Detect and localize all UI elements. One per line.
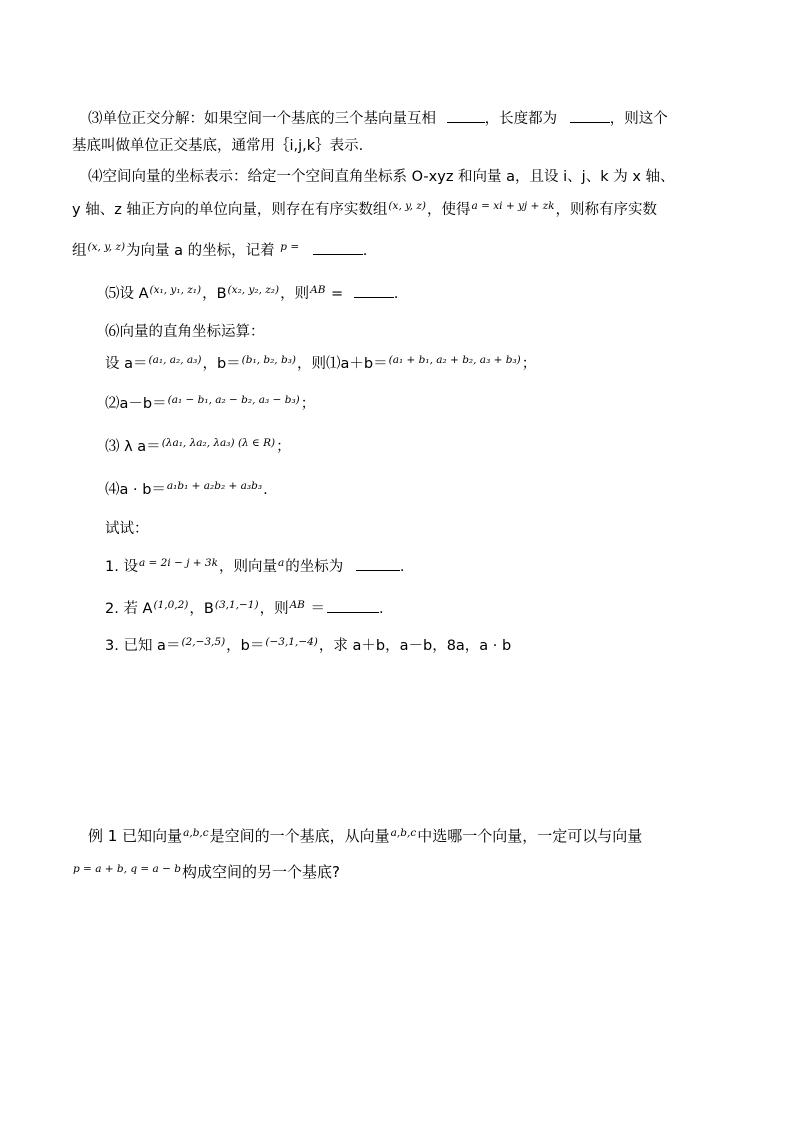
s5-lead: ⑸设 A bbox=[105, 286, 149, 302]
q1-tail: 的坐标为 bbox=[285, 559, 344, 575]
s3-blank-1[interactable] bbox=[447, 107, 485, 123]
example-abc: a,b,c bbox=[183, 827, 209, 839]
s3-lead: ⑶单位正交分解：如果空间一个基底的三个基向量互相 bbox=[88, 111, 436, 127]
q2-B: (3,1,−1) bbox=[214, 599, 259, 611]
s6-dot: a₁b₁ + a₂b₂ + a₃b₃ bbox=[166, 480, 263, 492]
q3-a: (2,−3,5) bbox=[181, 636, 226, 648]
example-tail: 中选哪一个向量，一定可以与向量 bbox=[417, 827, 643, 845]
q1-blank[interactable] bbox=[356, 555, 400, 571]
q3-lead: 3. 已知 a＝ bbox=[105, 638, 181, 654]
s6-scal-line bbox=[105, 437, 291, 459]
s3-tail: ，则这个 bbox=[609, 111, 668, 127]
example-abc-2: a,b,c bbox=[390, 827, 417, 839]
s6-semi-1: ； bbox=[521, 356, 537, 372]
s6-sum: (a₁ + b₁, a₂ + b₂, a₃ + b₃) bbox=[388, 354, 521, 366]
s6-semi-3: ； bbox=[276, 439, 291, 455]
q1-eq: a = 2i − j + 3k bbox=[138, 557, 218, 569]
s6-b: (b₁, b₂, b₃) bbox=[241, 354, 297, 366]
s6-diff-lead: ⑵a－b＝ bbox=[105, 396, 167, 412]
s6-scal: (λa₁, λa₂, λa₃) (λ ∈ R) bbox=[161, 437, 276, 449]
s5-then: ，则 bbox=[280, 286, 310, 302]
s4-line3-lead: 组 bbox=[72, 243, 87, 259]
s6-dot-line bbox=[105, 480, 268, 502]
s4-period: . bbox=[362, 243, 368, 259]
s4-xyz: (x, y, z) bbox=[388, 200, 426, 212]
tryit-q2 bbox=[105, 597, 384, 619]
example-end: 构成空间的另一个基底? bbox=[181, 863, 340, 881]
s4-line3-mid: 为向量 a 的坐标，记着 bbox=[126, 243, 275, 259]
tryit-title: 试试： bbox=[105, 521, 149, 537]
q1-lead: 1. 设 bbox=[105, 559, 138, 575]
s6-scal-lead: ⑶ λ a＝ bbox=[105, 439, 161, 455]
example-line1 bbox=[88, 826, 642, 848]
q2-blank[interactable] bbox=[327, 597, 379, 613]
q3-mid: ，b＝ bbox=[226, 638, 265, 654]
s5-eq: = bbox=[326, 286, 348, 302]
q3-tail: ，求 a＋b，a－b，8a，a · b bbox=[318, 638, 512, 654]
s6-dot-lead: ⑷a · b＝ bbox=[105, 482, 166, 498]
s6-b-lead: ，b＝ bbox=[202, 356, 241, 372]
s4-blank[interactable] bbox=[313, 239, 363, 255]
q3-b: (−3,1,−4) bbox=[265, 636, 318, 648]
s4-line2 bbox=[72, 200, 657, 222]
s6-set-line bbox=[105, 354, 536, 376]
s4-eq: a = xi + yj + zk bbox=[471, 200, 555, 212]
example-mid: 是空间的一个基底，从向量 bbox=[209, 827, 390, 845]
q2-end: . bbox=[379, 601, 384, 617]
q2-A: (1,0,2) bbox=[153, 599, 189, 611]
s3-blank-2[interactable] bbox=[570, 107, 610, 123]
s4-line1: ⑷空间向量的坐标表示：给定一个空间直角坐标系 O-xyz 和向量 a，且设 i、j、k 为 x 轴、 bbox=[88, 169, 675, 185]
s6-set-lead: 设 a＝ bbox=[105, 356, 148, 372]
s3-line1 bbox=[88, 107, 668, 129]
s4-line2-tail: ，则称有序实数 bbox=[555, 202, 658, 218]
q2-AB: AB bbox=[289, 599, 305, 611]
s6-diff-line bbox=[105, 394, 315, 416]
q1-end: . bbox=[399, 559, 405, 575]
q2-then: ，则 bbox=[259, 601, 289, 617]
s4-line3 bbox=[72, 239, 367, 261]
s4-line2-mid: ，使得 bbox=[426, 202, 471, 218]
s6-diff: (a₁ − b₁, a₂ − b₂, a₃ − b₃) bbox=[167, 394, 300, 406]
q1-a: a bbox=[277, 557, 285, 569]
s5-B: (x₂, y₂, z₂) bbox=[227, 284, 280, 296]
s5-blank[interactable] bbox=[354, 282, 394, 298]
s5-line bbox=[105, 282, 398, 304]
s6-sum-lead: ，则⑴a＋b＝ bbox=[297, 356, 388, 372]
tryit-q3 bbox=[105, 636, 511, 658]
s5-A: (x₁, y₁, z₁) bbox=[149, 284, 202, 296]
example-line2 bbox=[72, 862, 340, 884]
s6-a: (a₁, a₂, a₃) bbox=[148, 354, 202, 366]
q2-mid: ，B bbox=[189, 601, 214, 617]
q2-lead: 2. 若 A bbox=[105, 601, 153, 617]
s6-semi-2: ； bbox=[300, 396, 316, 412]
s5-AB: AB bbox=[310, 284, 326, 296]
s3-line2: 基底叫做单位正交基底，通常用｛i,j,k｝表示. bbox=[72, 138, 364, 154]
s5-period: . bbox=[393, 286, 399, 302]
s4-p-eq: p = bbox=[280, 241, 300, 253]
tryit-q1 bbox=[105, 555, 404, 577]
s3-mid: ，长度都为 bbox=[484, 111, 558, 127]
example-lead: 例 1 已知向量 bbox=[88, 827, 183, 845]
s6-title: ⑹向量的直角坐标运算： bbox=[105, 324, 265, 340]
s4-xyz-2: (x, y, z) bbox=[87, 241, 126, 253]
example-pq: p = a + b, q = a − b bbox=[73, 863, 181, 875]
s5-mid: ，B bbox=[202, 286, 227, 302]
s4-line2-lead: y 轴、z 轴正方向的单位向量，则存在有序实数组 bbox=[72, 202, 388, 218]
s6-dot-end: . bbox=[263, 482, 268, 498]
q2-eq: ＝ bbox=[305, 601, 325, 617]
q1-mid: ，则向量 bbox=[218, 559, 277, 575]
